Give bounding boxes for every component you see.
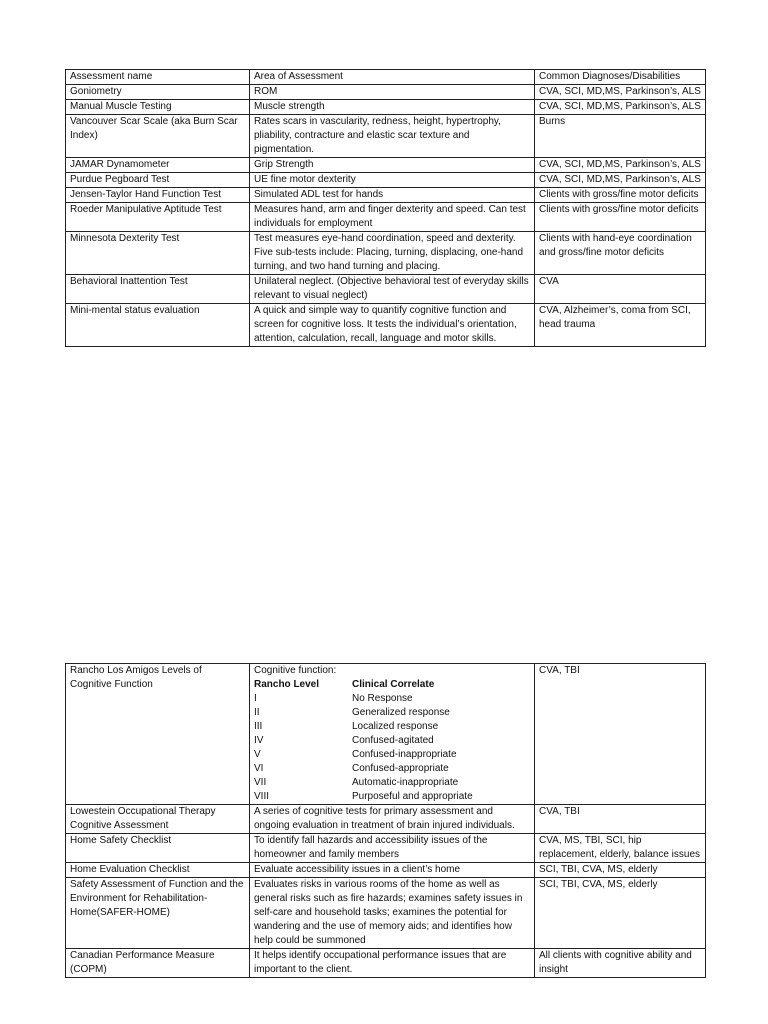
clinical-correlate: Purposeful and appropriate	[352, 791, 473, 802]
area-cell: Muscle strength	[250, 100, 535, 115]
assessment-name-cell: Mini-mental status evaluation	[66, 304, 250, 347]
diagnoses-cell: CVA, TBI	[535, 664, 706, 805]
assessment-name-cell: Canadian Performance Measure (COPM)	[66, 949, 250, 978]
rancho-level: IV	[254, 735, 264, 746]
header-cell-area: Area of Assessment	[250, 70, 535, 85]
area-cell: It helps identify occupational performance issues that are important to the client.	[250, 949, 535, 978]
diagnoses-cell: Burns	[535, 115, 706, 158]
table-row	[66, 805, 706, 834]
area-cell: ROM	[250, 85, 535, 100]
diagnoses-cell: Clients with gross/fine motor deficits	[535, 188, 706, 203]
area-cell: Measures hand, arm and finger dexterity and speed. Can test individuals for employment	[250, 203, 535, 232]
area-cell: Grip Strength	[250, 158, 535, 173]
assessment-name-cell: Lowestein Occupational Therapy Cognitive Assessment	[66, 805, 250, 834]
diagnoses-cell: CVA, Alzheimer’s, coma from SCI, head trauma	[535, 304, 706, 347]
area-cell: To identify fall hazards and accessibility issues of the homeowner and family members	[250, 834, 535, 863]
rancho-level: I	[254, 693, 257, 704]
assessment-table-2	[65, 663, 706, 978]
rancho-intro: Cognitive function:	[254, 665, 337, 676]
diagnoses-cell: Clients with hand-eye coordination and gross/fine motor deficits	[535, 232, 706, 275]
assessment-name-cell: Home Safety Checklist	[66, 834, 250, 863]
area-cell: Rates scars in vascularity, redness, height, hypertrophy, pliability, contracture and elastic scar texture and pigmentation.	[250, 115, 535, 158]
assessment-name-cell: Vancouver Scar Scale (aka Burn Scar Index)	[66, 115, 250, 158]
assessment-name-cell: Rancho Los Amigos Levels of Cognitive Function	[66, 664, 250, 805]
table-row	[66, 100, 706, 115]
rancho-level: V	[254, 749, 261, 760]
table-row-rancho	[66, 664, 706, 805]
table-row	[66, 85, 706, 100]
clinical-correlate: Automatic-inappropriate	[352, 777, 459, 788]
clinical-correlate: No Response	[352, 693, 413, 704]
assessment-name-cell: Home Evaluation Checklist	[66, 863, 250, 878]
table-header-row	[66, 70, 706, 85]
clinical-correlate: Confused-inappropriate	[352, 749, 457, 760]
assessment-name-cell: Jensen-Taylor Hand Function Test	[66, 188, 250, 203]
diagnoses-cell: CVA, SCI, MD,MS, Parkinson’s, ALS	[535, 173, 706, 188]
diagnoses-cell: CVA, SCI, MD,MS, Parkinson’s, ALS	[535, 85, 706, 100]
assessment-name-cell: Manual Muscle Testing	[66, 100, 250, 115]
table-row	[66, 232, 706, 275]
table-row	[66, 304, 706, 347]
table-row	[66, 863, 706, 878]
table-row	[66, 834, 706, 863]
table-row	[66, 949, 706, 978]
assessment-name-cell: Minnesota Dexterity Test	[66, 232, 250, 275]
diagnoses-cell: All clients with cognitive ability and insight	[535, 949, 706, 978]
area-cell: Simulated ADL test for hands	[250, 188, 535, 203]
diagnoses-cell: CVA, TBI	[535, 805, 706, 834]
area-cell: Evaluate accessibility issues in a client’s home	[250, 863, 535, 878]
assessment-table-1	[65, 69, 706, 347]
area-cell: A series of cognitive tests for primary assessment and ongoing evaluation in treatment of brain injured individuals.	[250, 805, 535, 834]
assessment-name-cell: Behavioral Inattention Test	[66, 275, 250, 304]
rancho-level: II	[254, 707, 260, 718]
rancho-level: VII	[254, 777, 267, 788]
rancho-levels-grid	[254, 678, 530, 804]
assessment-name-cell: Safety Assessment of Function and the Environment for Rehabilitation-Home(SAFER-HOME)	[66, 878, 250, 949]
clinical-correlate: Generalized response	[352, 707, 450, 718]
area-cell: Unilateral neglect. (Objective behavioral test of everyday skills relevant to visual neglect)	[250, 275, 535, 304]
diagnoses-cell: CVA	[535, 275, 706, 304]
assessment-name-cell: Purdue Pegboard Test	[66, 173, 250, 188]
table-row	[66, 173, 706, 188]
diagnoses-cell: CVA, SCI, MD,MS, Parkinson’s, ALS	[535, 100, 706, 115]
clinical-correlate: Confused-agitated	[352, 735, 434, 746]
rancho-area-cell	[250, 664, 535, 805]
clinical-correlate: Confused-appropriate	[352, 763, 449, 774]
table-row	[66, 188, 706, 203]
table-row	[66, 275, 706, 304]
area-cell: Test measures eye-hand coordination, speed and dexterity. Five sub-tests include: Placing, turning, displacing, one-hand turning, and two hand turning and placing.	[250, 232, 535, 275]
header-cell-diagnoses: Common Diagnoses/Disabilities	[535, 70, 706, 85]
rancho-level: VIII	[254, 791, 270, 802]
assessment-name-cell: Roeder Manipulative Aptitude Test	[66, 203, 250, 232]
diagnoses-cell: SCI, TBI, CVA, MS, elderly	[535, 863, 706, 878]
rancho-level-header: Rancho Level	[254, 679, 320, 690]
table-row	[66, 878, 706, 949]
table-row	[66, 203, 706, 232]
area-cell: Evaluates risks in various rooms of the home as well as general risks such as fire hazards; examines safety issues in self-care and household tasks; examines the potential for wandering and the use of memory aids; and identifies how help could be summoned	[250, 878, 535, 949]
clinical-correlate: Localized response	[352, 721, 439, 732]
table-row	[66, 158, 706, 173]
assessment-name-cell: JAMAR Dynamometer	[66, 158, 250, 173]
diagnoses-cell: CVA, MS, TBI, SCI, hip replacement, elderly, balance issues	[535, 834, 706, 863]
header-cell-assessment-name: Assessment name	[66, 70, 250, 85]
clinical-correlate-header: Clinical Correlate	[352, 679, 435, 690]
area-cell: UE fine motor dexterity	[250, 173, 535, 188]
area-cell: A quick and simple way to quantify cognitive function and screen for cognitive loss. It tests the individual’s orientation, attention, calculation, recall, language and motor skills.	[250, 304, 535, 347]
rancho-level: VI	[254, 763, 264, 774]
rancho-level: III	[254, 721, 263, 732]
diagnoses-cell: Clients with gross/fine motor deficits	[535, 203, 706, 232]
diagnoses-cell: SCI, TBI, CVA, MS, elderly	[535, 878, 706, 949]
diagnoses-cell: CVA, SCI, MD,MS, Parkinson’s, ALS	[535, 158, 706, 173]
table-row	[66, 115, 706, 158]
assessment-name-cell: Goniometry	[66, 85, 250, 100]
